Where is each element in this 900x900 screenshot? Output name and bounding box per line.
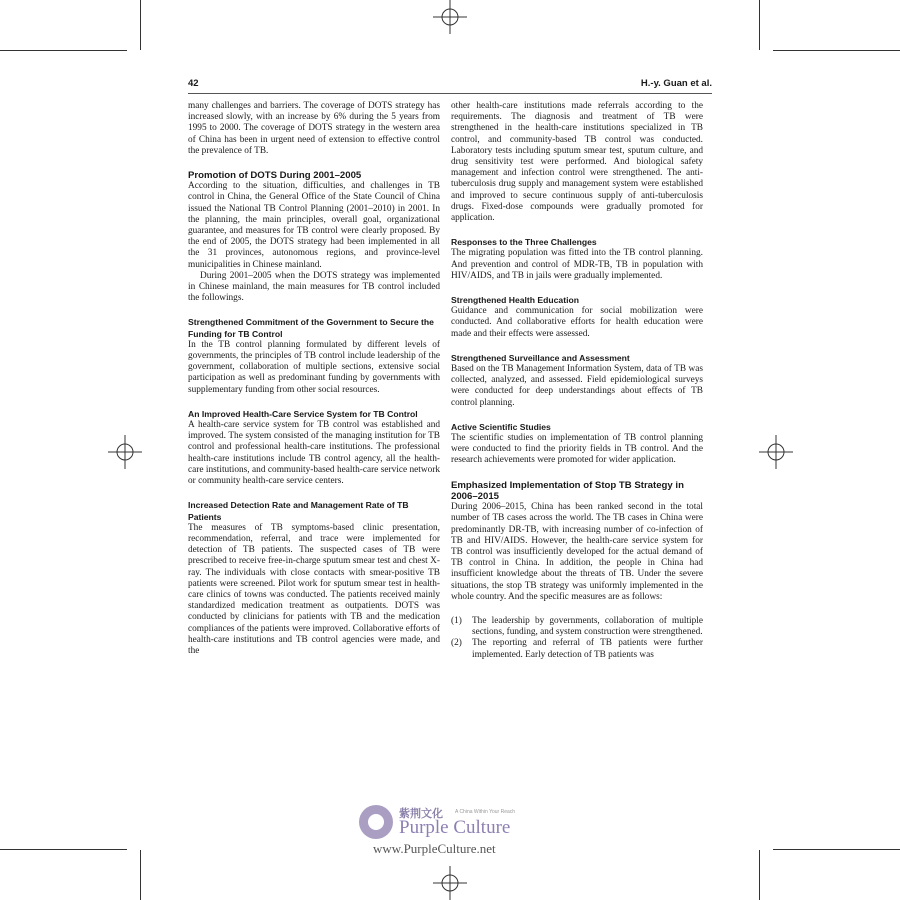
header-rule [188, 93, 712, 94]
subsection-heading: Strengthened Surveillance and Assessment [451, 352, 630, 363]
crop-mark [140, 0, 141, 50]
right-column [451, 101, 703, 661]
watermark-name: Purple Culture [399, 817, 511, 838]
paragraph: other health-care institutions made referrals according to the requirements. The diagnosis and treatment of TB were strengthened in the health-care institutions specialized in TB control, and community-based TB control was conducted. Laboratory tests including sputum smear test, sputum culture, and drug sensitivity test were performed. And biological safety management and infection control were strengthened. The anti-tuberculosis drug supply and management system were established and improved to secure continuous supply of anti-tuberculosis drugs. Fixed-dose compounds were gradually promoted for application. [451, 101, 703, 224]
subsection-heading: Increased Detection Rate and Management Rate of TB Patients [188, 500, 409, 522]
subsection-heading: Responses to the Three Challenges [451, 237, 597, 248]
registration-mark-bottom [433, 866, 467, 900]
paragraph: According to the situation, difficulties, and challenges in TB control in China, the General Office of the State Council of China issued the National TB Control Planning (2001–2010) in 2001. In the planning, the main principles, overall goal, organizational guarantee, and measures for TB control were clearly proposed. By the end of 2005, the DOTS strategy had been implemented in all the 31 provinces, autonomous regions, and province-level municipalities in Chinese mainland. [188, 181, 440, 270]
running-author: H.-y. Guan et al. [640, 78, 712, 89]
paragraph: The migrating population was fitted into the TB control planning. And prevention and control of MDR-TB, TB in population with HIV/AIDS, and TB in jails were gradually implemented. [451, 248, 703, 281]
paragraph: The scientific studies on implementation of TB control planning were conducted to find the priority fields in TB control. And the research achievements were promoted for wider application. [451, 433, 703, 466]
paragraph: Based on the TB Management Information System, data of TB was collected, analyzed, and assessed. Field epidemiological surveys were conducted for deep understandings about effects of TB control planning. [451, 364, 703, 408]
paragraph: The measures of TB symptoms-based clinic presentation, recommendation, referral, and trace were implemented for detection of TB patients. The suspected cases of TB were prescribed to receive free-in-charge sputum smear test and chest X-ray. The individuals with close contacts with smear-positive TB patients were screened. Pilot work for sputum smear test in health-care clinics of towns was conducted. The patients received mainly standardized medication treatment as outpatients. DOTS was conducted by clinicians for patients with TB and the medication compliances of the patients were improved. Collaborative efforts of health-care institutions and TB control agencies were made, and the [188, 522, 440, 656]
subsection-heading: Active Scientific Studies [451, 421, 551, 432]
paragraph: Guidance and communication for social mobilization were conducted. And collaborative efforts for health education were made and their effects were assessed. [451, 306, 703, 339]
crop-mark [0, 849, 127, 850]
crop-mark [773, 849, 900, 850]
crop-mark [140, 850, 141, 900]
crop-mark [759, 850, 760, 900]
registration-mark-right [759, 435, 793, 469]
list-item [451, 638, 703, 660]
measures-list [451, 616, 703, 661]
section-heading: Emphasized Implementation of Stop TB Strategy in 2006–2015 [451, 479, 684, 502]
crop-mark [0, 50, 127, 51]
page-number: 42 [188, 78, 199, 89]
left-column [188, 101, 440, 657]
watermark-tagline: A China Within Your Reach [455, 809, 516, 815]
paragraph: In the TB control planning formulated by different levels of governments, the principles of TB control include leadership of the government, collaboration of multiple sections, extensive social participation as well as predominant funding by governments with supplementary funding from other social resources. [188, 339, 440, 395]
list-item-number: (1) [451, 615, 462, 626]
paragraph: During 2001–2005 when the DOTS strategy was implemented in Chinese mainland, the main measures for TB control included the followings. [188, 270, 440, 304]
watermark-chinese: 紫荆文化 [399, 807, 443, 820]
subsection-heading: An Improved Health-Care Service System for TB Control [188, 408, 418, 419]
paragraph: During 2006–2015, China has been ranked second in the total number of TB cases across the world. The TB cases in China were predominantly DR-TB, with increasing number of co-infection of TB and HIV/AIDS. However, the health-care service system for TB control was insufficiently developed for the actual demand of TB control in China. In addition, the people in China had insufficient knowledge about the threats of TB. Under the severe situations, the stop TB strategy was uniformly implemented in the whole country. And the specific measures are as follows: [451, 502, 703, 602]
crop-mark [759, 0, 760, 50]
watermark [355, 803, 545, 863]
running-header [188, 78, 712, 94]
list-item-text: The leadership by governments, collaboration of multiple sections, funding, and system construction were strengthened. [472, 615, 703, 638]
list-item [451, 616, 703, 638]
purple-culture-logo-icon [359, 805, 393, 839]
watermark-url: www.PurpleCulture.net [373, 841, 496, 856]
list-item-number: (2) [451, 638, 462, 649]
crop-mark [773, 50, 900, 51]
subsection-heading: Strengthened Health Education [451, 295, 579, 306]
list-item-text: The reporting and referral of TB patients were further implemented. Early detection of TB patients was [472, 638, 703, 660]
registration-mark-left [108, 435, 142, 469]
subsection-heading: Strengthened Commitment of the Government to Secure the Funding for TB Control [188, 317, 434, 339]
section-heading: Promotion of DOTS During 2001–2005 [188, 170, 362, 182]
paragraph: many challenges and barriers. The coverage of DOTS strategy has increased slowly, with an increase by 6% during the 5 years from 1995 to 2000. The coverage of DOTS strategy in the western area of China has been in urgent need of extension to effective control the prevalence of TB. [188, 101, 440, 156]
paragraph: A health-care service system for TB control was established and improved. The system consisted of the managing institution for TB control and professional health-care institutions. The professional health-care institutions include TB control agency, all the health-care institutions, and community-based health-care service network or community health-care service centers. [188, 420, 440, 487]
registration-mark-top [433, 0, 467, 34]
